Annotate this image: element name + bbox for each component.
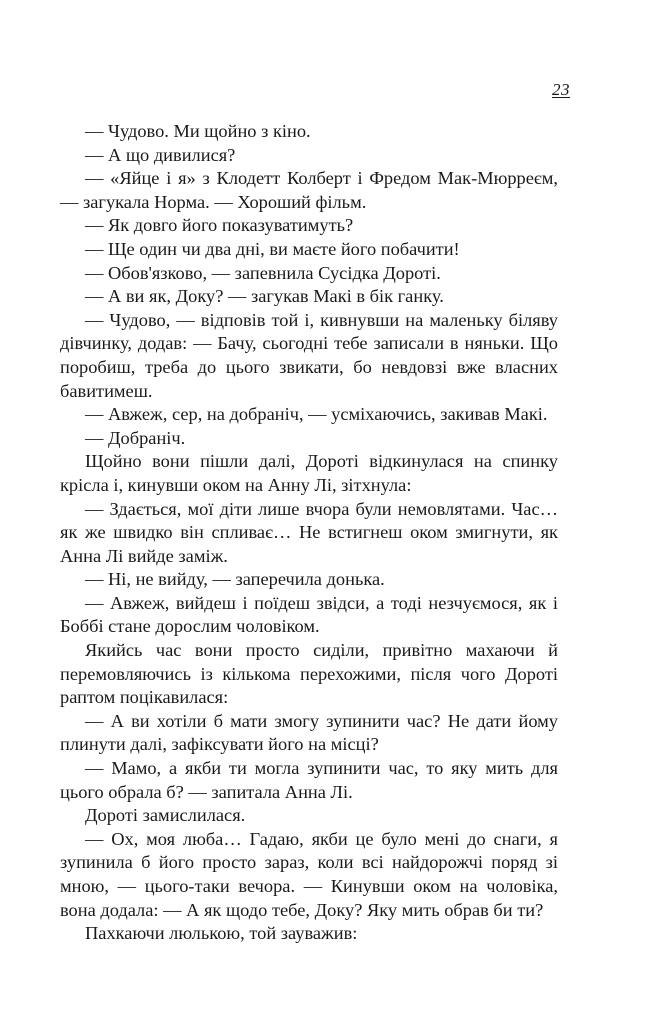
- paragraph: Якийсь час вони просто сиділи, привітно махаючи й перемовляючись із кількома перехожими, після чого Дороті раптом поцікавилася:: [60, 640, 558, 708]
- paragraph: — А ви як, Доку? — загукав Макі в бік ганку.: [85, 286, 444, 307]
- paragraph: — А ви хотіли б мати змогу зупинити час? Не дати йому плинути далі, зафіксувати його на місці?: [60, 710, 558, 755]
- paragraph: Пахкаючи люлькою, той зауважив:: [85, 923, 358, 944]
- paragraph: — Чудово, — відповів той і, кивнувши на маленьку біляву дівчинку, додав: — Бачу, сьогодні тебе записали в няньки. Що поробиш, треба до цього звикати, бо невдовзі вже власних бавитимеш.: [60, 309, 558, 401]
- paragraph: — Ні, не вийду, — заперечила донька.: [85, 569, 385, 590]
- paragraph: — Чудово. Ми щойно з кіно.: [85, 121, 311, 141]
- paragraph: — Мамо, а якби ти могла зупинити час, то яку мить для цього обрала б? — запитала Анна Лі.: [60, 758, 558, 802]
- paragraph: Щойно вони пішли далі, Дороті відкинулася на спинку крісла і, кинувши оком на Анну Лі, зітхнула:: [60, 451, 558, 495]
- paragraph: Дороті замислилася.: [85, 805, 246, 826]
- paragraph: — Авжеж, сер, на добраніч, — усміхаючись, закивав Макі.: [85, 404, 548, 425]
- paragraph: — Обов'язково, — запевнила Сусідка Дороті.: [85, 262, 441, 283]
- paragraph: — А що дивилися?: [85, 144, 236, 165]
- paragraph: — Добраніч.: [85, 427, 186, 448]
- paragraph: — «Яйце і я» з Клодетт Колберт і Фредом Мак-Мюрреєм, — загукала Норма. — Хороший фільм.: [60, 168, 558, 212]
- paragraph: — Авжеж, вийдеш і поїдеш звідси, а тоді незчуємося, як і Боббі стане дорослим чоловіком.: [60, 592, 558, 637]
- paragraph: — Ох, моя люба… Гадаю, якби це було мені до снаги, я зупинила б його просто зараз, коли всі найдорожчі поряд зі мною, — цього-таки вечора. — Кинувши оком на чоловіка, вона додала: — А як щодо тебе, Доку? Яку мить обрав би ти?: [60, 828, 558, 920]
- page-text: [60, 120, 558, 946]
- paragraph: — Як довго його показуватимуть?: [85, 215, 354, 236]
- paragraph: — Ще один чи два дні, ви маєте його побачити!: [85, 238, 460, 259]
- page-number: 23: [552, 80, 570, 99]
- paragraph: — Здається, мої діти лише вчора були немовлятами. Час… як же швидко він спливає… Не встигнеш оком змигнути, як Анна Лі вийде заміж.: [60, 498, 558, 566]
